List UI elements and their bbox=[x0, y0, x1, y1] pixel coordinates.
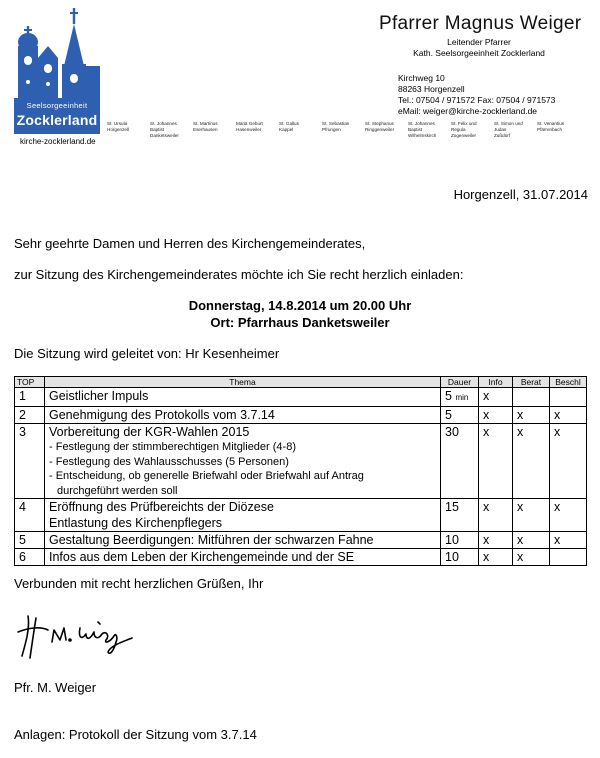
parish-place: Kappel bbox=[279, 127, 294, 132]
cell-info: x bbox=[479, 424, 513, 499]
table-row bbox=[15, 532, 587, 549]
cell-beschl: x bbox=[550, 532, 587, 549]
address-phone: Tel.: 07504 / 971572 Fax: 07504 / 971573 bbox=[398, 95, 556, 105]
parish-entry bbox=[365, 121, 402, 139]
parish-place: Pfärrenbach bbox=[537, 127, 563, 132]
cell-dauer: 30 bbox=[441, 424, 479, 499]
cell-beschl bbox=[550, 549, 587, 566]
cell-thema bbox=[45, 499, 441, 532]
parish-entry bbox=[150, 121, 187, 139]
parish-entry bbox=[451, 121, 488, 139]
table-header-row bbox=[15, 377, 587, 388]
parish-entry bbox=[322, 121, 359, 139]
cell-beschl: x bbox=[550, 424, 587, 499]
table-row bbox=[15, 549, 587, 566]
meeting-date: Donnerstag, 14.8.2014 um 20.00 Uhr bbox=[188, 298, 412, 313]
cell-top: 3 bbox=[15, 424, 45, 499]
parish-saint: St. Felix und Regula bbox=[451, 121, 477, 132]
cell-thema bbox=[45, 424, 441, 499]
parish-saint: Mariä Geburt bbox=[236, 121, 263, 126]
parish-entry bbox=[537, 121, 574, 139]
cell-beschl: x bbox=[550, 407, 587, 424]
parish-place: Eserhausen bbox=[193, 127, 218, 132]
cell-dauer bbox=[441, 388, 479, 407]
sender-name: Pfarrer Magnus Weiger bbox=[379, 13, 582, 34]
cell-berat: x bbox=[513, 532, 550, 549]
parish-saint: St. Sebastian bbox=[322, 121, 350, 126]
parish-place: Wilhelmskirch bbox=[408, 133, 437, 138]
column-header: Thema bbox=[45, 377, 441, 388]
cell-top: 2 bbox=[15, 407, 45, 424]
sender-role: Leitender Pfarrer bbox=[447, 37, 511, 47]
parish-entry bbox=[279, 121, 316, 139]
cell-thema: Gestaltung Beerdigungen: Mitführen der schwarzen Fahne bbox=[45, 532, 441, 549]
salutation: Sehr geehrte Damen und Herren des Kirchengemeinderates, bbox=[14, 236, 366, 251]
agenda-table bbox=[14, 376, 587, 566]
cell-thema: Genehmigung des Protokolls vom 3.7.14 bbox=[45, 407, 441, 424]
logo-banner bbox=[14, 98, 100, 134]
cell-beschl bbox=[550, 388, 587, 407]
parish-saint: St. Venantius bbox=[537, 121, 565, 126]
meeting-location: Ort: Pfarrhaus Danketsweiler bbox=[210, 315, 390, 330]
cell-top: 6 bbox=[15, 549, 45, 566]
cell-info: x bbox=[479, 407, 513, 424]
thema-subitem: - Festlegung des Wahlausschusses (5 Personen) bbox=[49, 455, 289, 468]
cell-top: 4 bbox=[15, 499, 45, 532]
parish-entry bbox=[193, 121, 230, 139]
parish-place: Ringgenweiler bbox=[365, 127, 395, 132]
cell-top: 5 bbox=[15, 532, 45, 549]
closing-text: Verbunden mit recht herzlichen Grüßen, Ihr bbox=[14, 576, 264, 591]
thema-title-second: Entlastung des Kirchenpflegers bbox=[49, 516, 223, 530]
cell-berat: x bbox=[513, 549, 550, 566]
cell-thema: Geistlicher Impuls bbox=[45, 388, 441, 407]
parish-place: Zogenweiler bbox=[451, 133, 477, 138]
cell-thema: Infos aus dem Leben der Kirchengemeinde und der SE bbox=[45, 549, 441, 566]
parish-place: Hasenweiler bbox=[236, 127, 262, 132]
parish-entry bbox=[494, 121, 531, 139]
cell-berat: x bbox=[513, 407, 550, 424]
logo-subtitle: Seelsorgeeinheit bbox=[26, 101, 88, 110]
signature-name: Pfr. M. Weiger bbox=[14, 680, 97, 695]
column-header: Dauer bbox=[441, 377, 479, 388]
dauer-value: 5 bbox=[445, 389, 452, 403]
cell-berat: x bbox=[513, 424, 550, 499]
parish-saint: St. Johannes Baptist bbox=[408, 121, 435, 132]
cell-dauer: 10 bbox=[441, 532, 479, 549]
parish-place: Pfrungen bbox=[322, 127, 341, 132]
cell-info: x bbox=[479, 532, 513, 549]
table-row bbox=[15, 424, 587, 499]
sender-unit: Kath. Seelsorgeeinheit Zocklerland bbox=[413, 48, 545, 58]
address-email: eMail: weiger@kirche-zocklerland.de bbox=[398, 106, 538, 116]
cell-dauer: 10 bbox=[441, 549, 479, 566]
cell-dauer: 5 bbox=[441, 407, 479, 424]
thema-subitem: - Entscheidung, ob generelle Briefwahl oder Briefwahl auf Antrag bbox=[49, 470, 364, 482]
cell-berat: x bbox=[513, 499, 550, 532]
attachments-text: Anlagen: Protokoll der Sitzung vom 3.7.14 bbox=[14, 727, 257, 742]
thema-title: Eröffnung des Prüfbereichts der Diözese bbox=[49, 500, 274, 514]
table-row bbox=[15, 499, 587, 532]
parish-saint: St. Ursula bbox=[107, 121, 128, 126]
intro-text: zur Sitzung des Kirchengemeinderates möchte ich Sie recht herzlich einladen: bbox=[14, 267, 464, 282]
cell-info: x bbox=[479, 549, 513, 566]
parish-entry bbox=[236, 121, 273, 139]
parish-place: Zußdorf bbox=[494, 133, 511, 138]
signature-icon bbox=[14, 608, 144, 663]
letter-date: Horgenzell, 31.07.2014 bbox=[453, 187, 588, 202]
cell-dauer: 15 bbox=[441, 499, 479, 532]
parish-entry bbox=[408, 121, 445, 139]
table-row bbox=[15, 388, 587, 407]
table-row bbox=[15, 407, 587, 424]
thema-subitem: - Festlegung der stimmberechtigen Mitglieder (4-8) bbox=[49, 441, 296, 453]
cell-berat bbox=[513, 388, 550, 407]
column-header: Berat bbox=[513, 377, 550, 388]
parish-saint: St. Stephanus bbox=[365, 121, 394, 126]
parish-list bbox=[107, 121, 597, 139]
logo-url: kirche-zocklerland.de bbox=[20, 137, 96, 146]
column-header: Beschl bbox=[550, 377, 587, 388]
thema-subitem-continued: durchgeführt werden soll bbox=[57, 484, 178, 497]
address-street: Kirchweg 10 bbox=[398, 73, 445, 83]
logo-title: Zocklerland bbox=[16, 112, 98, 128]
column-header: Info bbox=[479, 377, 513, 388]
cell-info: x bbox=[479, 499, 513, 532]
parish-saint: St. Gallus bbox=[279, 121, 299, 126]
cell-beschl: x bbox=[550, 499, 587, 532]
address-city: 88263 Horgenzell bbox=[398, 84, 465, 94]
meeting-chair: Die Sitzung wird geleitet von: Hr Kesenheimer bbox=[14, 346, 280, 361]
dauer-unit: min bbox=[455, 393, 469, 402]
column-header: TOP bbox=[15, 377, 45, 388]
thema-title: Vorbereitung der KGR-Wahlen 2015 bbox=[49, 425, 250, 439]
parish-place: Danketsweiler bbox=[150, 133, 179, 138]
cell-top: 1 bbox=[15, 388, 45, 407]
parish-place: Horgenzell bbox=[107, 127, 129, 132]
parish-saint: St. Simon und Judas bbox=[494, 121, 523, 132]
parish-saint: St. Martinus bbox=[193, 121, 218, 126]
parish-entry bbox=[107, 121, 144, 139]
cell-info: x bbox=[479, 388, 513, 407]
parish-saint: St. Johannes Baptist bbox=[150, 121, 177, 132]
